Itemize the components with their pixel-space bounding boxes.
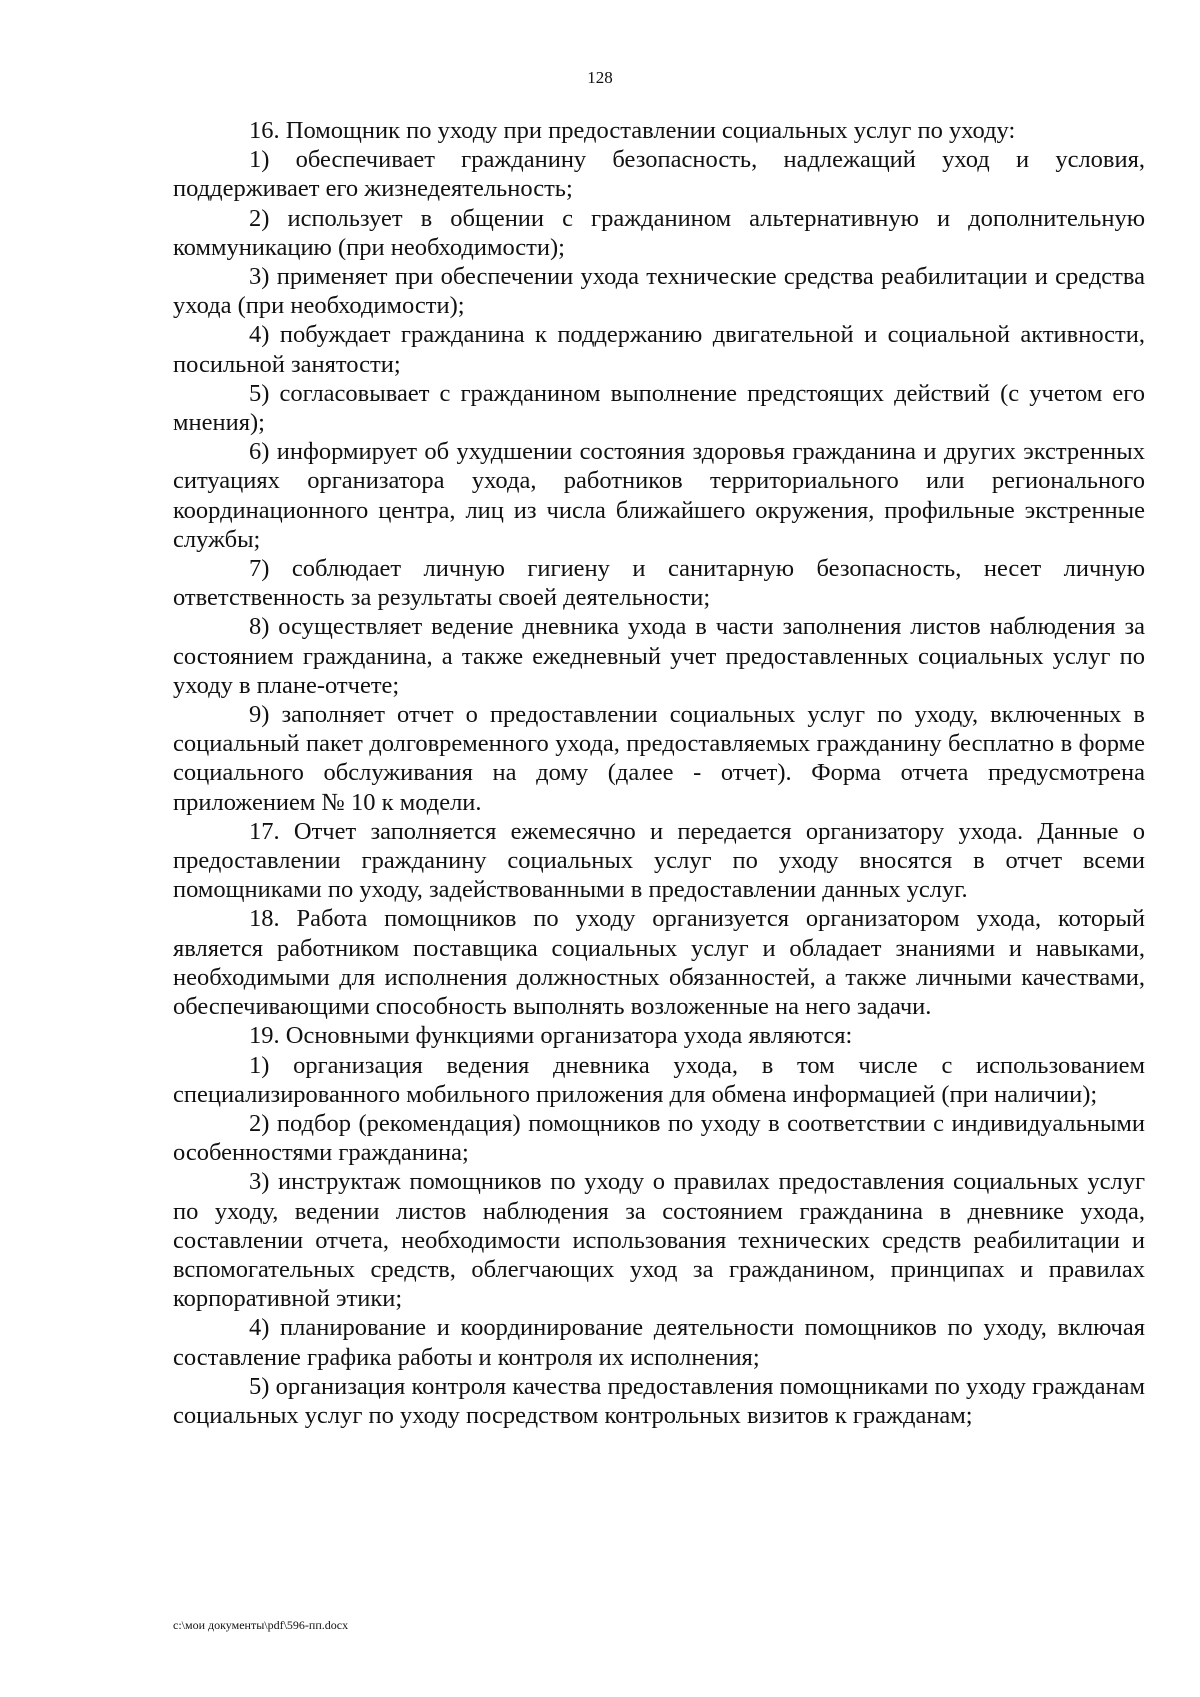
paragraph-18: 18. Работа помощников по уходу организуется организатором ухода, который является работником поставщика социальных услуг и обладает знаниями и навыками, необходимыми для исполнения должностных обязанностей, а также личными качествами, обеспечивающими способность выполнять возложенные на него задачи. (173, 905, 1145, 1021)
paragraph-19-item-1: 1) организация ведения дневника ухода, в том числе с использованием специализированного мобильного приложения для обмена информацией (при наличии); (173, 1051, 1145, 1108)
paragraph-16-item-4: 4) побуждает гражданина к поддержанию двигательной и социальной активности, посильной занятости; (173, 321, 1145, 378)
paragraph-16-item-7: 7) соблюдает личную гигиену и санитарную безопасность, несет личную ответственность за результаты своей деятельности; (173, 555, 1145, 612)
paragraph-16-item-3: 3) применяет при обеспечении ухода технические средства реабилитации и средства ухода (при необходимости); (173, 263, 1145, 320)
footer-file-path: c:\мои документы\pdf\596-пп.docx (173, 1618, 349, 1632)
paragraph-16-item-6: 6) информирует об ухудшении состояния здоровья гражданина и других экстренных ситуациях организатора ухода, работников территориального или регионального координационного центра, лиц из числа ближайшего окружения, профильные экстренные службы; (173, 438, 1145, 553)
paragraph-19-item-3: 3) инструктаж помощников по уходу о правилах предоставления социальных услуг по уходу, ведении листов наблюдения за состоянием гражданина в дневнике ухода, составлении отчета, необходимости использования технических средств реабилитации и вспомогательных средств, облегчающих уход за гражданином, принципах и правилах корпоративной этики; (173, 1168, 1145, 1313)
paragraph-16-item-1: 1) обеспечивает гражданину безопасность, надлежащий уход и условия, поддерживает его жизнедеятельность; (173, 146, 1145, 203)
paragraph-19-item-2: 2) подбор (рекомендация) помощников по уходу в соответствии с индивидуальными особенностями гражданина; (173, 1109, 1145, 1167)
paragraph-16-item-5: 5) согласовывает с гражданином выполнение предстоящих действий (с учетом его мнения); (173, 379, 1145, 437)
paragraph-19: 19. Основными функциями организатора ухода являются: (249, 1022, 853, 1050)
paragraph-19-item-5: 5) организация контроля качества предоставления помощниками по уходу гражданам социальных услуг по уходу посредством контрольных визитов к гражданам; (173, 1372, 1145, 1429)
document-body (173, 116, 1145, 1430)
paragraph-17: 17. Отчет заполняется ежемесячно и передается организатору ухода. Данные о предоставлении гражданину социальных услуг по уходу вносятся в отчет всеми помощниками по уходу, задействованными в предоставлении данных услуг. (173, 817, 1145, 904)
paragraph-16-item-9: 9) заполняет отчет о предоставлении социальных услуг по уходу, включенных в социальный пакет долговременного ухода, предоставляемых гражданину бесплатно в форме социального обслуживания на дому (далее - отчет). Форма отчета предусмотрена приложением № 10 к модели. (173, 701, 1145, 816)
paragraph-16-item-2: 2) использует в общении с гражданином альтернативную и дополнительную коммуникацию (при необходимости); (173, 204, 1145, 261)
page-number: 128 (587, 68, 613, 87)
paragraph-16: 16. Помощник по уходу при предоставлении социальных услуг по уходу: (249, 117, 1016, 144)
paragraph-16-item-8: 8) осуществляет ведение дневника ухода в части заполнения листов наблюдения за состоянием гражданина, а также ежедневный учет предоставленных социальных услуг по уходу в плане-отчете; (173, 613, 1145, 699)
paragraph-19-item-4: 4) планирование и координирование деятельности помощников по уходу, включая составление графика работы и контроля их исполнения; (173, 1314, 1145, 1371)
